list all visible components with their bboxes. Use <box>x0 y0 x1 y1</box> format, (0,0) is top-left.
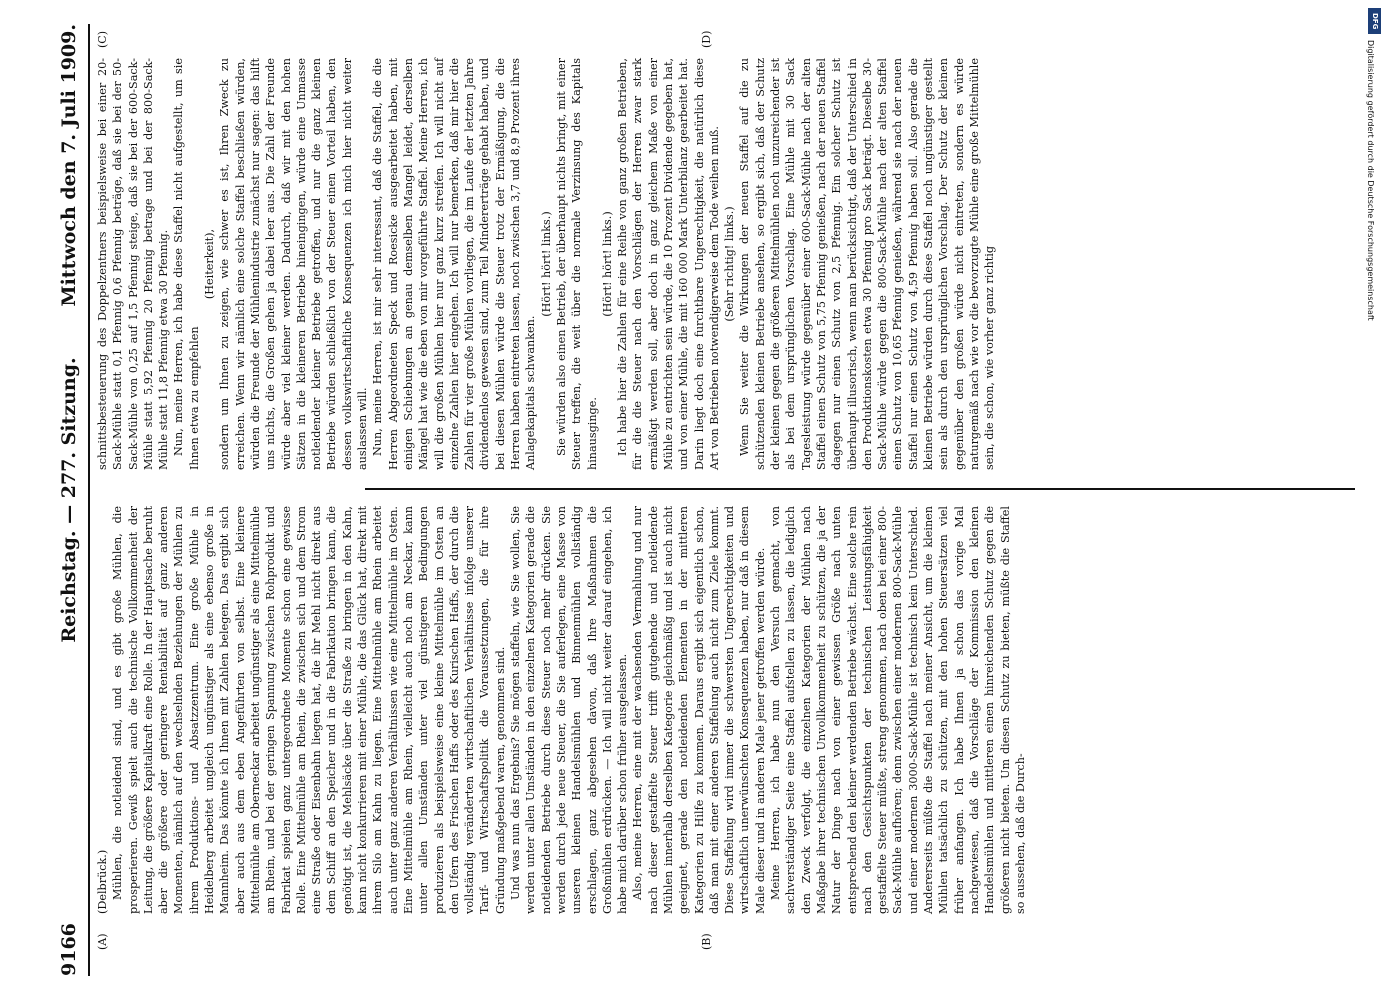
session-title: Reichstag. — 277. Sitzung. <box>58 357 80 643</box>
margin-marker-c: (C) <box>96 31 109 48</box>
header-rule <box>88 24 90 976</box>
paragraph: Wenn Sie weiter die Wirkungen der neuen Staffel auf die zu schützenden kleinen Betriebe ansehen, so ergibt sich, daß der Schutz der kleinen gegen die größeren Mittelmühlen noch unzureichender ist als bei dem ursprünglichen Vorschlag. Eine Mühle mit 30 Sack Tagesleistung würde gegenüber einer 600-Sack-Mühle nach der alten Staffel einen Schutz von 5,75 Pfennig genießen, nach der neuen Staffel dagegen nur einen Schutz von 2,5 Pfennig. Ein solcher Schutz ist überhaupt illusorisch, wenn man berücksichtigt, daß der Unterschied in den Produktionskosten etwa 30 Pfennig pro Sack beträgt. Dieselbe 30-Sack-Mühle würde gegen die 800-Sack-Mühle nach der alten Staffel einen Schutz von 10,65 Pfennig genießen, während sie nach der neuen Staffel nur einen Schutz von 4,59 Pfennig haben soll. Also gerade die kleinen Betriebe würden durch diese Staffel noch ungünstiger gestellt sein als durch den ursprünglichen Vorschlag. Der Schutz der kleinen gegenüber den großen würde nicht eintreten, sondern es würde naturgemäß nach wie vor die bevorzugte Mühle eine große Mittelmühle sein, die schon, wie vorher ganz richtig <box>738 58 997 470</box>
dfg-logo: DFG <box>1368 8 1381 34</box>
interjection: (Heiterkeit), <box>203 228 217 300</box>
paragraph: Nun, meine Herren, ist mir sehr interessant, daß die Staffel, die die Herren Abgeordneten Speck und Roesicke ausgearbeitet haben, mit einigen Schiebungen an genau demselben Mangel leidet, derselben Mängel hat wie die eben von mir vorgeführte Staffel. Meine Herren, ich will die großen Mühlen hier nur ganz kurz streifen. Ich will nicht auf einzelne Zahlen hier eingehen. Ich will nur bemerken, daß mir hier die Zahlen für vier große Mühlen vorliegen, die im Laufe der letzten Jahre dividendenlos gewesen sind, zum Teil Mindererträge gehabt haben, und bei diesen Mühlen würde die Steuer trotz der Ermäßigung, die die Herren haben eintreten lassen, noch zwischen 3,7 und 8,9 Prozent ihres Anlagekapitals schwanken. <box>371 58 538 470</box>
right-column <box>95 58 998 470</box>
margin-marker-d: (D) <box>700 30 713 48</box>
interjection: (Hört! hört! links.) <box>539 211 553 317</box>
page-header <box>58 24 88 976</box>
margin-marker-b: (B) <box>700 933 713 950</box>
column-divider <box>365 488 1355 490</box>
paragraph: Ich habe hier die Zahlen für eine Reihe von ganz großen Betrieben, für die die Steuer nach den Vorschlägen der Herren zwar stark ermäßigt werden soll, aber doch in ganz gleichem Maße von einer Mühle zu entrichten sein würde, die 10 Prozent Dividende gegeben hat, und von einer Mühle, die mit 160 000 Mark Unterbilanz gearbeitet hat. Darin liegt doch eine furchtbare Ungerechtigkeit, die natürlich diese Art von Betrieben notwendigerweise dem Tode weihen muß. <box>616 58 721 470</box>
paragraph: Und was nun das Ergebnis? Sie mögen staffeln, wie Sie wollen, Sie werden unter allen Umständen in den einzelnen Kategorien gerade die notleidenden Betriebe durch diese Steuer noch mehr drücken. Sie werden durch jede neue Steuer, die Sie auferlegen, eine Masse von unseren kleinen Handelsmühlen und Binnenmühlen vollständig erschlagen, ganz abgesehen davon, daß Ihre Maßnahmen die Großmühlen erdrücken. — Ich will nicht weiter darauf eingehen, ich habe mich darüber schon früher ausgelassen. <box>509 506 630 914</box>
paragraph: Meine Herren, ich habe nun den Versuch gemacht, von sachverständiger Seite eine Staffel aufstellen zu lassen, die lediglich den Zweck verfolgt, die einzelnen Kategorien der Mühlen nach Maßgabe ihrer technischen Unvollkommenheit zu schützen, die ja der Natur der Dinge nach von einer gewissen Größe nach unten entsprechend den kleiner werdenden Betriebe wächst. Eine solche rein nach den Gesichtspunkten der technischen Leistungsfähigkeit gestaffelte Steuer müßte, streng genommen, nach oben bei einer 800-Sack-Mühle aufhören; denn zwischen einer modernen 800-Sack-Mühle und einer modernen 3000-Sack-Mühle ist technisch kein Unterschied. Andererseits müßte die Staffel nach meiner Ansicht, um die kleinen Mühlen tatsächlich zu schützen, mit den hohen Steuersätzen viel früher anfangen. Ich habe Ihnen ja schon das vorige Mal nachgewiesen, daß die Vorschläge der Kommission den kleinen Handelsmühlen und mittleren einen hinreichenden Schutz gegen die größeren nicht bieten. Um diesen Schutz zu bieten, müßte die Staffel so aussehen, daß die Durch- <box>769 506 1027 914</box>
speaker-label: (Delbrück.) <box>96 849 109 914</box>
paragraph: Nun, meine Herren, ich habe diese Staffel nicht aufgestellt, um sie Ihnen etwa zu empfehlen <box>172 58 201 470</box>
interjection: (Hört! hört! links.) <box>600 211 614 317</box>
interjection: (Sehr richtig! links.) <box>723 206 737 322</box>
digitization-notice: Digitalisierung gefördert durch die Deutsche Forschungsgemeinschaft <box>1366 40 1375 321</box>
paragraph: Mühlen, die notleidend sind, und es gibt große Mühlen, die prosperieren. Gewiß spielt auch die technische Vollkommenheit der Leitung, die größere Kapitalkraft eine Rolle. In der Hauptsache beruht aber die größere oder geringere Rentabilität auf ganz anderen Momenten, nämlich auf den wechselnden Beziehungen der Mühlen zu ihrem Produktions- und Absatzzentrum. Eine große Mühle in Heidelberg arbeitet ungleich ungünstiger als eine ebenso große in Mannheim. Das könnte ich Ihnen mit Zahlen belegen. Das ergibt sich aber auch aus dem eben Angeführten von selbst. Eine kleinere Mittelmühle am Oberneckar arbeitet ungünstiger als eine Mittelmühle am Rhein, und bei der geringen Spannung zwischen Rohprodukt und Fabrikat spielen ganz untergeordnete Momente schon eine gewisse Rolle. Eine Mittelmühle am Rhein, die zwischen sich und dem Strom eine Straße oder Eisenbahn liegen hat, die ihr Mehl nicht direkt aus dem Schiff an den Speicher und in die Fabrikation bringen kann, die genötigt ist, die Mehlsäcke über die Straße zu bringen in den Kahn, kann nicht konkurrieren mit einer Mühle, die das Glück hat, direkt mit ihrem Silo am Kahn zu liegen. Eine Mittelmühle am Rhein arbeitet auch unter ganz anderen Verhältnissen wie eine Mittelmühle im Osten. Eine Mittelmühle am Rhein, vielleicht auch noch am Neckar, kann unter allen Umständen unter viel günstigeren Bedingungen produzieren als beispielsweise eine kleine Mittelmühle im Osten an den Ufern des Frischen Haffs oder des Kurischen Haffs, der durch die vollständig veränderten wirtschaftlichen Verhältnisse infolge unserer Tarif- und Wirtschaftspolitik die Voraussetzungen, die für ihre Gründung maßgebend waren, genommen sind. <box>111 506 507 914</box>
paragraph: sondern um Ihnen zu zeigen, wie schwer es ist, Ihren Zweck zu erreichen. Wenn wir nämlich eine solche Staffel beschließen würden, würden die Freunde der Mühlenindustrie zunächst nur sagen: das hilft uns nichts, die Großen gehen ja dabei leer aus. Die Zahl der Freunde würde aber viel kleiner werden. Dadurch, daß wir mit den hohen Sätzen in die kleineren Betriebe hineingingen, würde eine Unmasse notleidender kleiner Betriebe getroffen, und nur die ganz kleinen Betriebe würden schließlich von der Steuer einen Vorteil haben, den dessen volkswirtschaftliche Konsequenzen ich mich hier nicht weiter auslassen will. <box>218 58 370 470</box>
session-date: Mittwoch den 7. Juli 1909. <box>58 24 80 307</box>
paragraph: Sie würden also einen Betrieb, der überhaupt nichts bringt, mit einer Steuer treffen, die weit über die normale Verzinsung des Kapitals hinausginge. <box>554 58 599 470</box>
page-number: 9166 <box>58 923 80 976</box>
margin-marker-a: (A) <box>96 933 109 950</box>
left-column <box>95 506 1028 914</box>
paragraph: schnittsbesteuerung des Doppelzentners beispielsweise bei einer 20-Sack-Mühle statt 0,1 Pfennig 0,6 Pfennig beträge, daß sie bei der 50-Sack-Mühle von 0,25 auf 1,5 Pfennig steige, daß sie bei der 600-Sack-Mühle statt 5,92 Pfennig 20 Pfennig betrage und bei der 800-Sack-Mühle statt 11,8 Pfennig etwa 30 Pfennig. <box>96 58 171 470</box>
paragraph: Also, meine Herren, eine mit der wachsenden Vermahlung und nur nach dieser gestaffelte Steuer trifft gutgehende und notleidende Mühlen innerhalb derselben Kategorie gleichmäßig und ist auch nicht geeignet, gerade den notleidenden Elementen in der mittleren Kategorien zu Hilfe zu kommen. Daraus ergibt sich eigentlich schon, daß man mit einer anderen Staffelung auch nicht zum Ziele kommt. Diese Staffelung wird immer die schwersten Ungerechtigkeiten und wirtschaftlich unerwünschten Konsequenzen haben, nur daß in diesem Male dieser und in anderen Male jener getroffen werden würde. <box>631 506 767 914</box>
